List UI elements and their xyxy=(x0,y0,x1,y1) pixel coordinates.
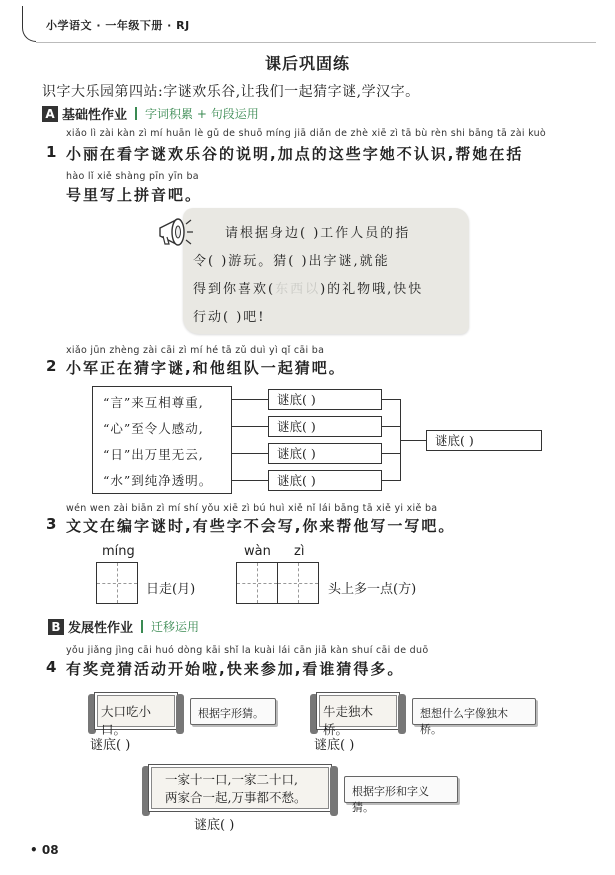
scroll-end xyxy=(330,766,338,816)
q3-text: 文文在编字谜时,有些字不会写,你来帮他写一写吧。 xyxy=(66,517,456,535)
riddle-answer-1[interactable]: 谜底( ) xyxy=(90,738,131,753)
connector-line xyxy=(382,426,400,427)
q3-pinyin: wén wen zài biān zì mí shí yǒu xiē zì bú huì xiě nǐ lái bāng tā xiě yi xiě ba xyxy=(66,503,438,514)
section-a-header xyxy=(42,104,259,123)
clue-3: “日”出万里无云, xyxy=(103,447,204,462)
clue-1: “言”来互相尊重, xyxy=(103,395,204,410)
riddle-line-1: 一家十一口,一家二十口, xyxy=(165,772,298,787)
final-answer-field[interactable]: 谜底( ) xyxy=(426,430,542,451)
riddle-answer-2[interactable]: 谜底( ) xyxy=(314,738,355,753)
page-number: • 08 xyxy=(30,843,59,857)
section-subtitle: 迁移运用 xyxy=(151,620,200,634)
riddle-line-2: 两家合一起,万事都不愁。 xyxy=(165,790,307,805)
word2-pinyin-2: zì xyxy=(294,544,305,559)
notice-line-3: 得到你喜欢(东西以)的礼物哦,快快 xyxy=(193,282,424,297)
connector-line xyxy=(382,480,400,481)
q1-pinyin-line1: xiǎo lì zài kàn zì mí huān lè gǔ de shuō míng jiā diǎn de zhè xiē zì tā bù rèn shi bāng tā zài kuò xyxy=(66,128,547,139)
scroll-end xyxy=(176,694,184,734)
connector-line xyxy=(382,399,400,400)
page-title: 课后巩固练 xyxy=(264,54,350,73)
section-badge: A xyxy=(42,106,58,122)
q1-text-line2: 号里写上拼音吧。 xyxy=(66,186,203,204)
section-divider xyxy=(135,107,137,120)
intro-text: 识字大乐园第四站:字谜欢乐谷,让我们一起猜字谜,学汉字。 xyxy=(42,84,420,100)
hint-card: 根据字形和字义猜。 xyxy=(344,776,458,803)
section-badge: B xyxy=(48,619,64,635)
riddle-scroll: 大口吃小口。 xyxy=(94,692,178,730)
q3-number: 3 xyxy=(46,515,57,533)
q2-number: 2 xyxy=(46,357,57,375)
riddle-clue-box xyxy=(92,386,232,494)
writing-grid[interactable] xyxy=(96,562,138,604)
book-title: 小学语文 · 一年级下册 · RJ xyxy=(46,19,190,32)
answer-field-4[interactable]: 谜底( ) xyxy=(268,470,382,491)
hint-card: 想想什么字像独木桥。 xyxy=(412,698,536,725)
connector-line xyxy=(382,453,400,454)
clue-2: “心”至令人感动, xyxy=(103,421,204,436)
q4-text: 有奖竞猜活动开始啦,快来参加,看谁猜得多。 xyxy=(66,660,405,678)
section-title: 发展性作业 xyxy=(68,621,134,636)
section-divider xyxy=(141,620,143,633)
scroll-end xyxy=(398,694,406,734)
connector-line xyxy=(400,440,426,441)
q4-number: 4 xyxy=(46,658,57,676)
q1-number: 1 xyxy=(46,143,57,161)
answer-field-3[interactable]: 谜底( ) xyxy=(268,443,382,464)
hint-card: 根据字形猜。 xyxy=(190,698,276,725)
section-b-header xyxy=(48,617,199,636)
section-subtitle: 字词积累 + 句段运用 xyxy=(145,107,259,121)
connector-line xyxy=(232,480,268,481)
section-title: 基础性作业 xyxy=(62,108,128,123)
connector-line xyxy=(232,399,268,400)
connector-line xyxy=(232,453,268,454)
q1-text-line1: 小丽在看字谜欢乐谷的说明,加点的这些字她不认识,帮她在括 xyxy=(66,145,524,163)
clue-4: “水”到纯净透明。 xyxy=(103,473,213,488)
riddle-scroll xyxy=(148,764,332,812)
faded-text: 东西以 xyxy=(275,282,321,297)
q4-pinyin: yǒu jiǎng jìng cāi huó dòng kāi shǐ la kuài lái cān jiā kàn shuí cāi de duō xyxy=(66,645,429,656)
word1-clue: 日走(月) xyxy=(146,582,196,597)
q1-pinyin-line2: hào lǐ xiě shàng pīn yīn ba xyxy=(66,171,199,182)
q2-pinyin: xiǎo jūn zhèng zài cāi zì mí hé tā zǔ duì yì qǐ cāi ba xyxy=(66,345,325,356)
riddle-answer-3[interactable]: 谜底( ) xyxy=(194,818,235,833)
corner-decoration xyxy=(22,6,36,42)
answer-field-1[interactable]: 谜底( ) xyxy=(268,389,382,410)
notice-card xyxy=(183,208,469,334)
megaphone-icon xyxy=(154,214,196,250)
notice-line-1: 请根据身边( )工作人员的指 xyxy=(225,226,411,241)
word2-pinyin-1: wàn xyxy=(244,544,271,559)
q2-text: 小军正在猜字谜,和他组队一起猜吧。 xyxy=(66,359,346,377)
word2-clue: 头上多一点(方) xyxy=(328,582,417,597)
notice-line-4: 行动( )吧! xyxy=(193,310,266,325)
header-divider xyxy=(36,42,596,43)
writing-grid[interactable] xyxy=(236,562,278,604)
word1-pinyin: míng xyxy=(102,544,135,559)
answer-field-2[interactable]: 谜底( ) xyxy=(268,416,382,437)
riddle-scroll: 牛走独木桥。 xyxy=(316,692,400,730)
notice-line-2: 令( )游玩。猜( )出字谜,就能 xyxy=(193,254,390,269)
page-header xyxy=(0,0,615,44)
writing-grid[interactable] xyxy=(277,562,319,604)
connector-line xyxy=(232,426,268,427)
